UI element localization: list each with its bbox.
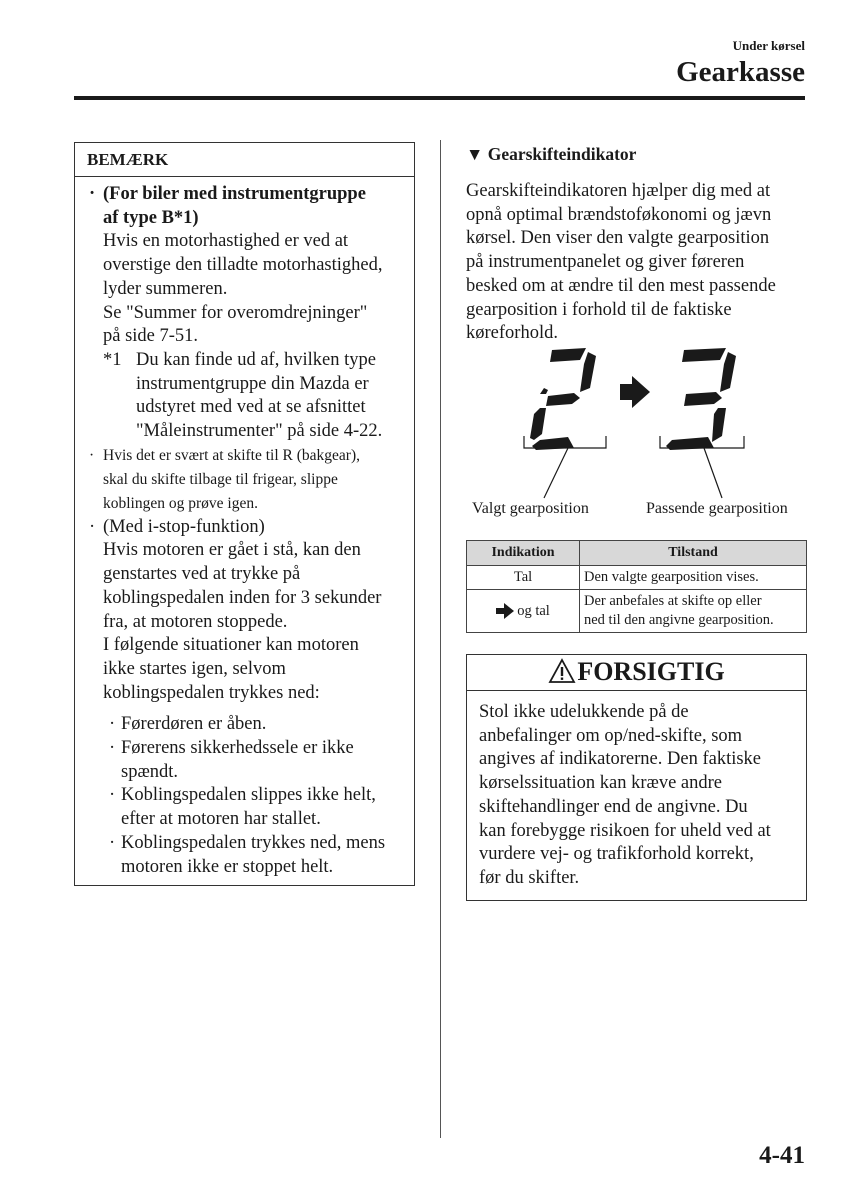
text-line: Stol ikke udelukkende på de [479, 702, 689, 722]
text-line: spændt. [121, 761, 179, 782]
table-cell [580, 566, 807, 590]
digit-3-segments [666, 348, 736, 450]
text-line: Koblingspedalen slippes ikke helt, [121, 785, 376, 806]
bullet-dot: · [109, 785, 116, 806]
bullet-dot: · [109, 714, 116, 735]
text-line: skal du skifte tilbage til frigear, slippe [103, 470, 338, 488]
text-line: Se "Summer for overomdrejninger" [103, 302, 368, 323]
text-line: vurdere vej- og trafikforhold korrekt, [479, 844, 754, 865]
text-line: kan forebygge risikoen for uheld ved at [479, 820, 771, 841]
text-line: koblingen og prøve igen. [103, 494, 258, 512]
note-body [75, 177, 414, 879]
digit-2-segments [530, 348, 596, 450]
text-line: på side 7-51. [103, 326, 199, 347]
note-title: BEMÆRK [75, 143, 414, 177]
column-header: Tilstand [580, 541, 807, 566]
column-divider [440, 140, 441, 1138]
text-line: Koblingspedalen trykkes ned, mens [121, 832, 386, 853]
text-line: gearposition i forhold til de faktiske [466, 299, 732, 320]
text-line: ned til den angivne gearposition. [584, 612, 774, 628]
text-line: besked om at ændre til den mest passende [466, 275, 776, 296]
caution-title-text: FORSIGTIG [577, 657, 725, 686]
text-line: før du skifter. [479, 867, 580, 888]
heading-text: Gearskifteindikator [487, 144, 637, 164]
section-heading [466, 144, 636, 165]
text-line: lyder summeren. [103, 278, 228, 299]
text-line: kørselssituation kan kræve andre [479, 773, 723, 794]
bullet-dot: · [89, 516, 96, 537]
sub-item [103, 784, 400, 831]
right-arrow-icon [496, 603, 514, 619]
text-line: Den valgte gearposition vises. [584, 569, 759, 585]
table-cell [580, 590, 807, 633]
text-line: Hvis en motorhastighed er ved at [103, 231, 349, 252]
text-line: anbefalinger om op/ned-skifte, som [479, 725, 743, 746]
caution-box [466, 654, 807, 901]
text-line: motoren ikke er stoppet helt. [121, 856, 334, 877]
heading-marker: ▼ [466, 144, 484, 164]
note-bullet-i-stop [87, 516, 400, 706]
bullet-dot: · [109, 738, 116, 759]
header-rule [74, 96, 805, 100]
text-line: ikke startes igen, selvom [103, 658, 286, 679]
right-arrow-icon [620, 376, 650, 408]
sub-item [103, 737, 400, 784]
table-row [467, 590, 807, 633]
text-line: Gearskifteindikatoren hjælper dig med at [466, 181, 771, 201]
note-bullet-reverse-gear [87, 444, 400, 516]
indicator-table [466, 540, 807, 633]
text-line: Førerens sikkerhedssele er ikke [121, 738, 354, 759]
gear-indicator-diagram [460, 336, 810, 506]
text-line: instrumentgruppe din Mazda er [136, 373, 369, 394]
text-line: fra, at motoren stoppede. [103, 611, 288, 632]
text-line: angives af indikatorerne. Den faktiske [479, 749, 762, 770]
text-line: på instrumentpanelet og giver føreren [466, 252, 745, 273]
table-row [467, 566, 807, 590]
label-selected-gear: Valgt gearposition [472, 500, 589, 517]
caution-title [467, 655, 806, 691]
text-line: udstyret med ved at se afsnittet [136, 397, 366, 418]
text-line: "Måleinstrumenter" på side 4-22. [136, 421, 383, 442]
page-number: 4-41 [759, 1142, 805, 1169]
table-cell [467, 590, 580, 633]
cell-text: og tal [517, 602, 550, 619]
caution-body [467, 691, 806, 891]
text-line: genstartes ved at trykke på [103, 564, 301, 585]
bullet-heading-line: af type B*1) [103, 207, 199, 228]
label-suitable-gear: Passende gearposition [646, 500, 788, 517]
text-line: efter at motoren har stallet. [121, 809, 321, 830]
text-line: Hvis motoren er gået i stå, kan den [103, 540, 361, 561]
section-label: Under kørsel [732, 38, 805, 53]
note-bullet-text [87, 230, 400, 349]
text-line: koblingspedalen trykkes ned: [103, 682, 320, 703]
text-line: Førerdøren er åben. [121, 714, 267, 735]
text-line: koblingspedalen inden for 3 sekunder [103, 587, 382, 608]
bullet-dot: · [89, 446, 95, 464]
sub-item [103, 713, 400, 737]
note-bullet-instrument-group [87, 183, 400, 230]
intro-paragraph [466, 180, 811, 346]
bullet-dot: · [109, 832, 116, 853]
text-line: skiftehandlinger end de angivne. Du [479, 796, 748, 817]
text-line: Hvis det er svært at skifte til R (bakgear), [103, 446, 360, 464]
sub-item [103, 832, 400, 879]
table-cell: Tal [467, 566, 580, 590]
page-title: Gearkasse [676, 56, 805, 88]
table-header-row [467, 541, 807, 566]
text-line: køreforhold. [466, 323, 558, 344]
text-line: opnå optimal brændstoføkonomi og jævn [466, 204, 772, 225]
text-line: kørsel. Den viser den valgte gearposition [466, 228, 770, 249]
text-line: (Med i-stop-funktion) [103, 516, 265, 537]
footnote-mark: *1 [103, 349, 122, 370]
note-box [74, 142, 415, 886]
footnote [103, 349, 400, 444]
text-line: overstige den tilladte motorhastighed, [103, 255, 383, 276]
text-line: Du kan finde ud af, hvilken type [136, 349, 376, 370]
bullet-dot: · [89, 184, 96, 204]
warning-triangle-icon [548, 658, 576, 684]
bullet-heading-line: (For biler med instrumentgruppe [103, 184, 366, 204]
text-line: Der anbefales at skifte op eller [584, 593, 762, 609]
text-line: I følgende situationer kan motoren [103, 635, 359, 656]
column-header: Indikation [467, 541, 580, 566]
